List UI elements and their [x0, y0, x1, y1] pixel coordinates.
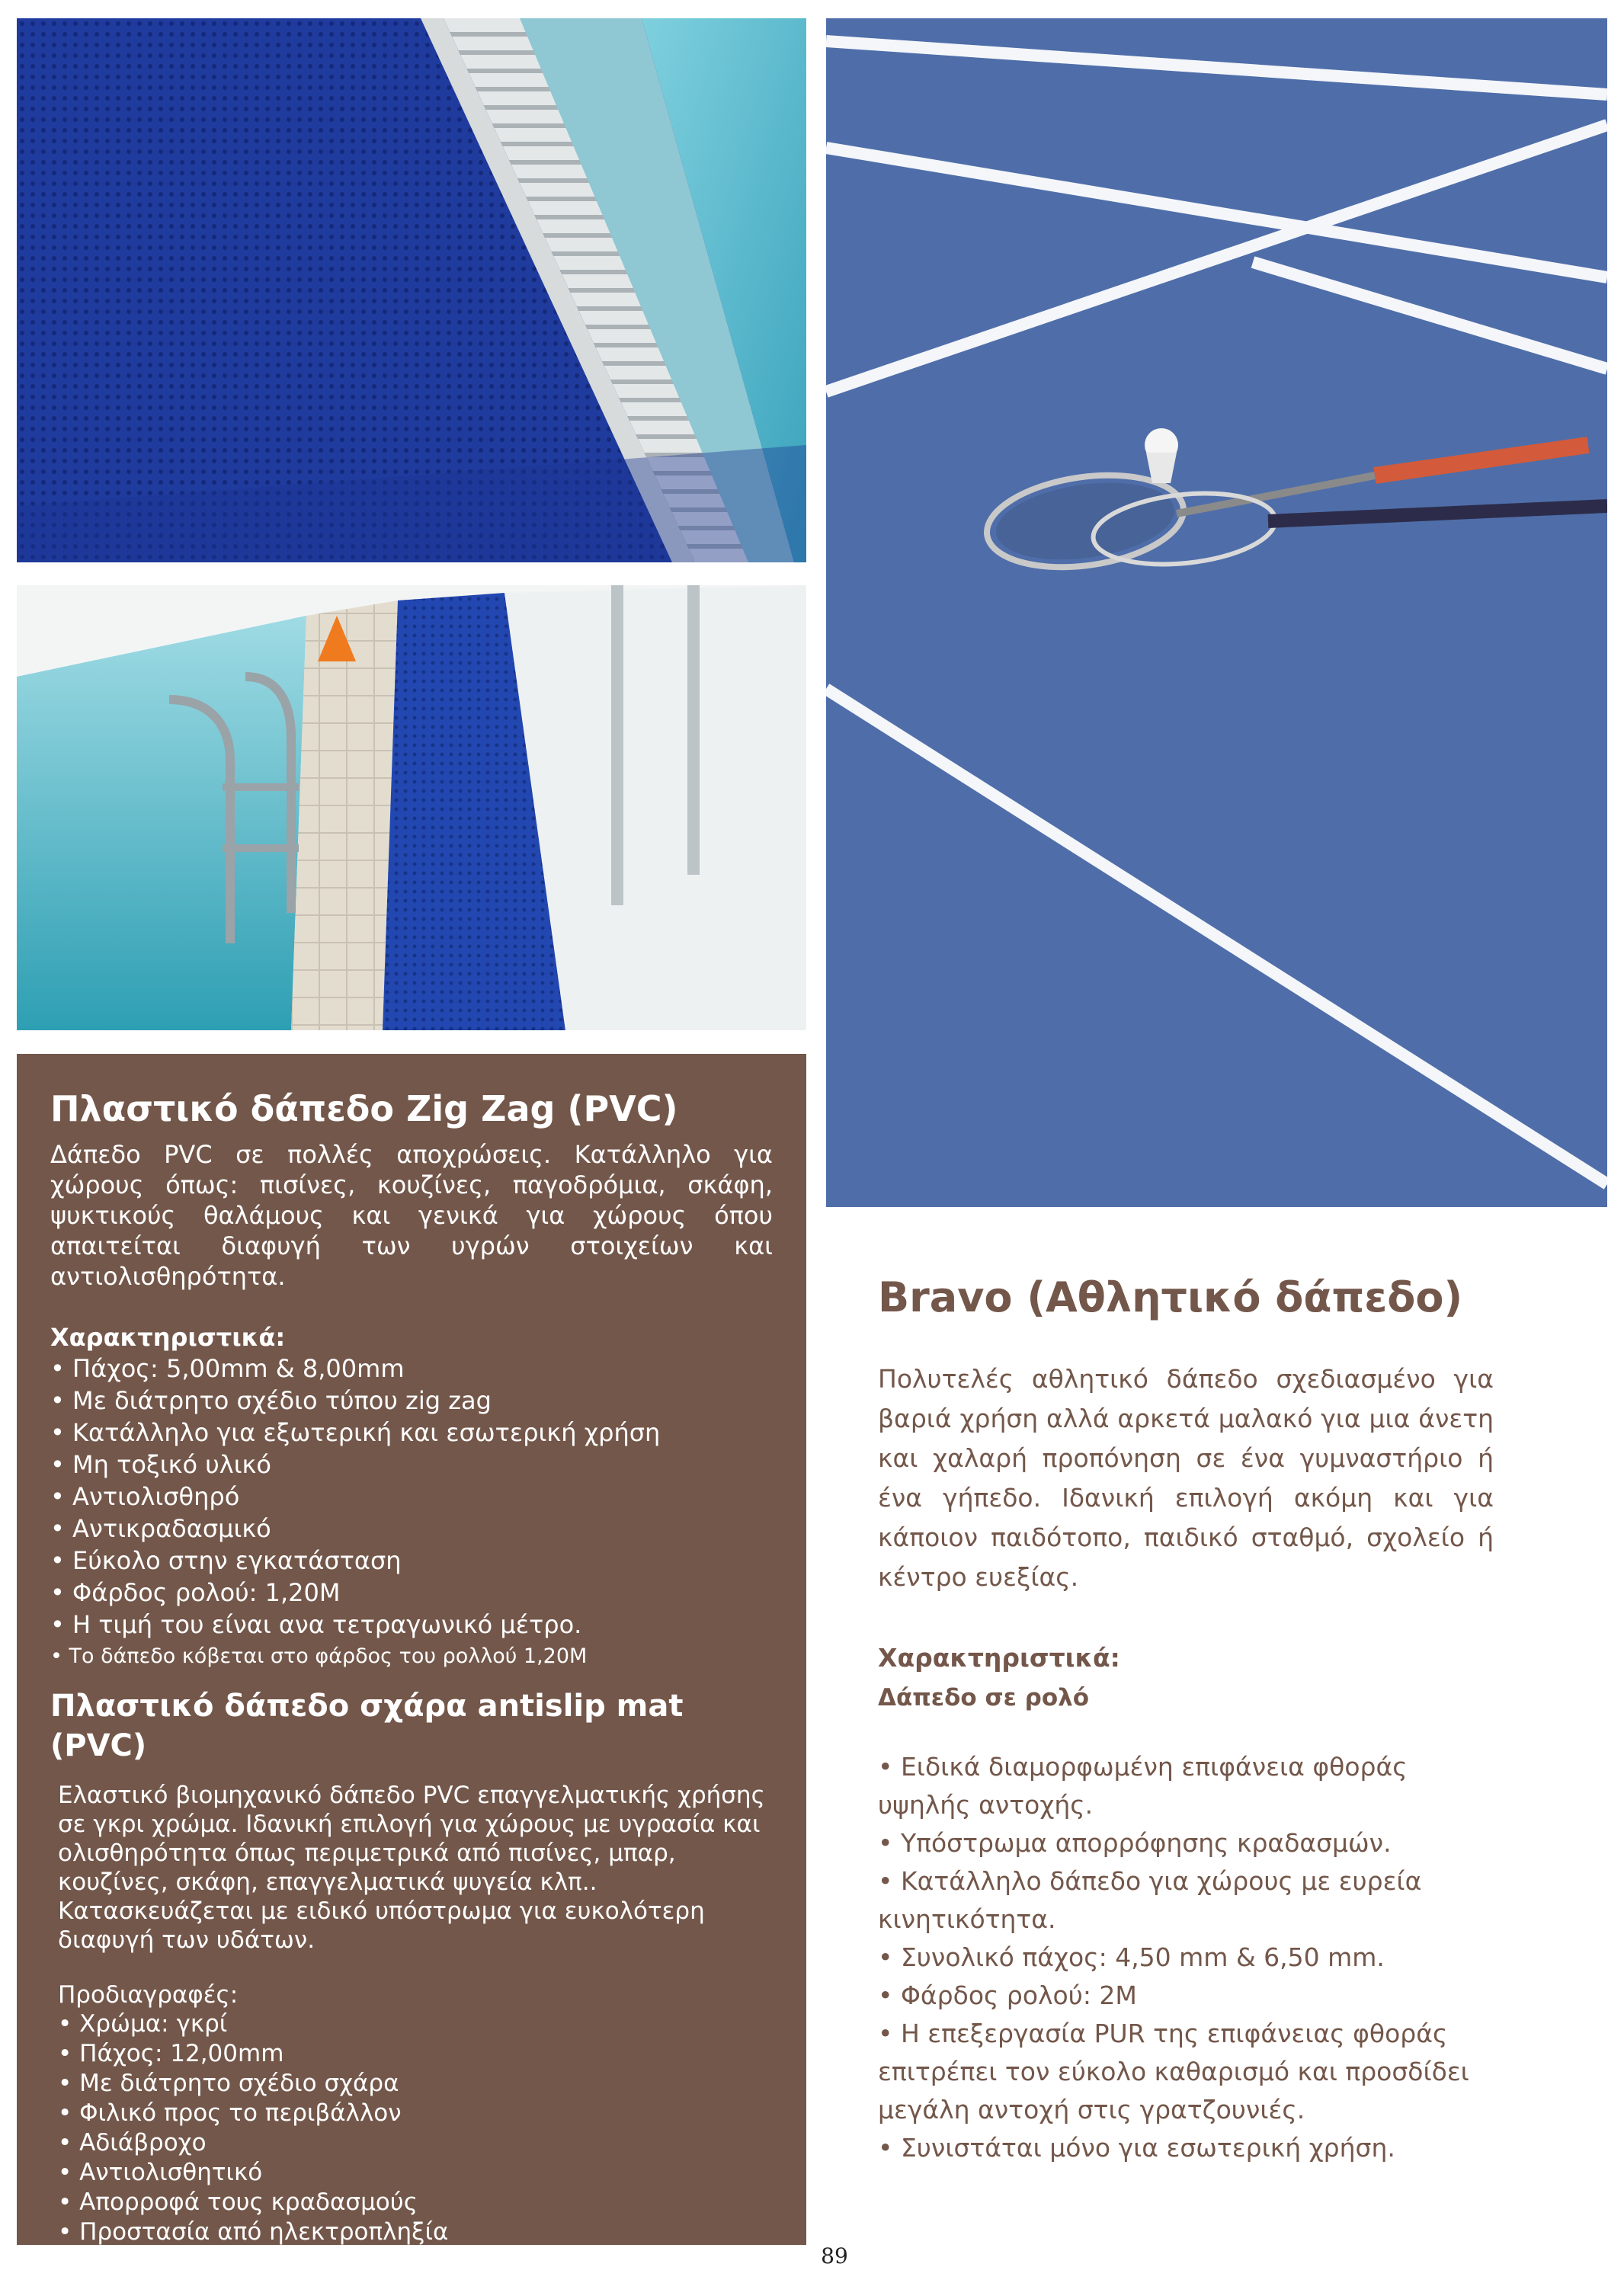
- list-item: • Ειδικά διαμορφωμένη επιφάνεια φθοράς υψηλής αντοχής.: [878, 1752, 1408, 1820]
- pool-mat-photo: [17, 18, 806, 562]
- list-item: • Προστασία από ηλεκτροπληξία: [58, 2218, 449, 2246]
- list-item: • Με διάτρητο σχέδιο σχάρα: [58, 2070, 399, 2097]
- list-item: • Συνολικό πάχος: 4,50 mm & 6,50 mm.: [878, 1942, 1385, 1972]
- bravo-description: Πολυτελές αθλητικό δάπεδο σχεδιασμένο για βαριά χρήση αλλά αρκετά μαλακό για μια άνετη και χαλαρή προπόνηση σε ένα γυμναστήριο ή ένα γήπεδο. Ιδανική επιλογή ακόμη και για κάποιον παιδότοπο, παιδικό σταθμό, σχολείο ή κέντρο ευεξίας.: [878, 1364, 1494, 1592]
- list-item: • Εύκολο στην εγκατάσταση: [50, 1546, 402, 1575]
- list-item: • Συνιστάται μόνο για εσωτερική χρήση.: [878, 2133, 1395, 2163]
- list-item: • Κατάλληλο δάπεδο για χώρους με ευρεία κινητικότητα.: [878, 1866, 1422, 1934]
- zigzag-title: Πλαστικό δάπεδο Zig Zag (PVC): [50, 1088, 678, 1129]
- list-item: • Με διάτρητο σχέδιο τύπου zig zag: [50, 1386, 492, 1415]
- list-item: • Φάρδος ρολού: 1,20Μ: [50, 1578, 341, 1607]
- list-item: • Η τιμή του είναι ανα τετραγωνικό μέτρο.: [50, 1610, 582, 1639]
- bravo-features-list: [878, 1748, 1494, 2167]
- list-item: • Αντιολισθητικό: [58, 2159, 263, 2186]
- bravo-features-subheading: Δάπεδο σε ρολό: [878, 1684, 1090, 1711]
- list-item: • Κατάλληλο για εξωτερική και εσωτερική χρήση: [50, 1418, 661, 1447]
- antislip-specs-heading: Προδιαγραφές:: [58, 1981, 239, 2009]
- bravo-section: [878, 1271, 1494, 2167]
- list-item: • Χρώμα: γκρί: [58, 2010, 228, 2038]
- list-item: • Πάχος: 5,00mm & 8,00mm: [50, 1354, 405, 1383]
- zigzag-features-list: [50, 1353, 773, 1673]
- zigzag-description: Δάπεδο PVC σε πολλές αποχρώσεις. Κατάλληλο για χώρους όπως: πισίνες, κουζίνες, παγοδρόμια, σκάφη, ψυκτικούς θαλάμους και γενικά για χώρους όπου απαιτείται διαφυγή των υγρών στοιχείων και αντιολισθηρότητα.: [50, 1140, 773, 1291]
- list-item: • Φάρδος ρολού: 2Μ: [878, 1980, 1137, 2010]
- list-item: • Αντιολισθηρό: [50, 1482, 240, 1511]
- list-item: • Φιλικό προς το περιβάλλον: [58, 2099, 402, 2127]
- zigzag-cut-note: • Το δάπεδο κόβεται στο φάρδος του ρολλού 1,20Μ: [50, 1644, 588, 1668]
- list-item: • Πάχος: 12,00mm: [58, 2040, 284, 2067]
- antislip-title: Πλαστικό δάπεδο σχάρα antislip mat (PVC): [50, 1689, 684, 1763]
- sports-court-photo: [826, 18, 1607, 1207]
- list-item: • Απορροφά τους κραδασμούς: [58, 2189, 418, 2216]
- list-item: • Η επεξεργασία PUR της επιφάνειας φθοράς επιτρέπει τον εύκολο καθαρισμό και προσδίδει μεγάλη αντοχή στις γρατζουνιές.: [878, 2019, 1469, 2125]
- bravo-features-heading: Χαρακτηριστικά:: [878, 1643, 1120, 1673]
- antislip-specs-list: [58, 2009, 773, 2247]
- page-number: 89: [821, 2243, 848, 2269]
- list-item: • Μη τοξικό υλικό: [50, 1450, 271, 1479]
- list-item: • Υπόστρωμα απορρόφησης κραδασμών.: [878, 1828, 1392, 1858]
- list-item: • Αντικραδασμικό: [50, 1514, 271, 1543]
- zigzag-info-panel: [17, 1054, 806, 2245]
- antislip-description: Ελαστικό βιομηχανικό δάπεδο PVC επαγγελματικής χρήσης σε γκρι χρώμα. Ιδανική επιλογή για χώρους με υγρασία και ολισθηρότητα όπως περιμετρικά από πισίνες, μπαρ, κουζίνες, σκάφη, επαγγελματικά ψυγεία κλπ.. Κατασκευάζεται με ειδικό υπόστρωμα για ευκολότερη διαφυγή των υδάτων.: [58, 1782, 765, 1954]
- bravo-title: Bravo (Αθλητικό δάπεδο): [878, 1273, 1463, 1321]
- zigzag-features-heading: Χαρακτηριστικά:: [50, 1323, 286, 1352]
- pool-ladder-photo: [17, 585, 806, 1030]
- list-item: • Αδιάβροχο: [58, 2129, 207, 2157]
